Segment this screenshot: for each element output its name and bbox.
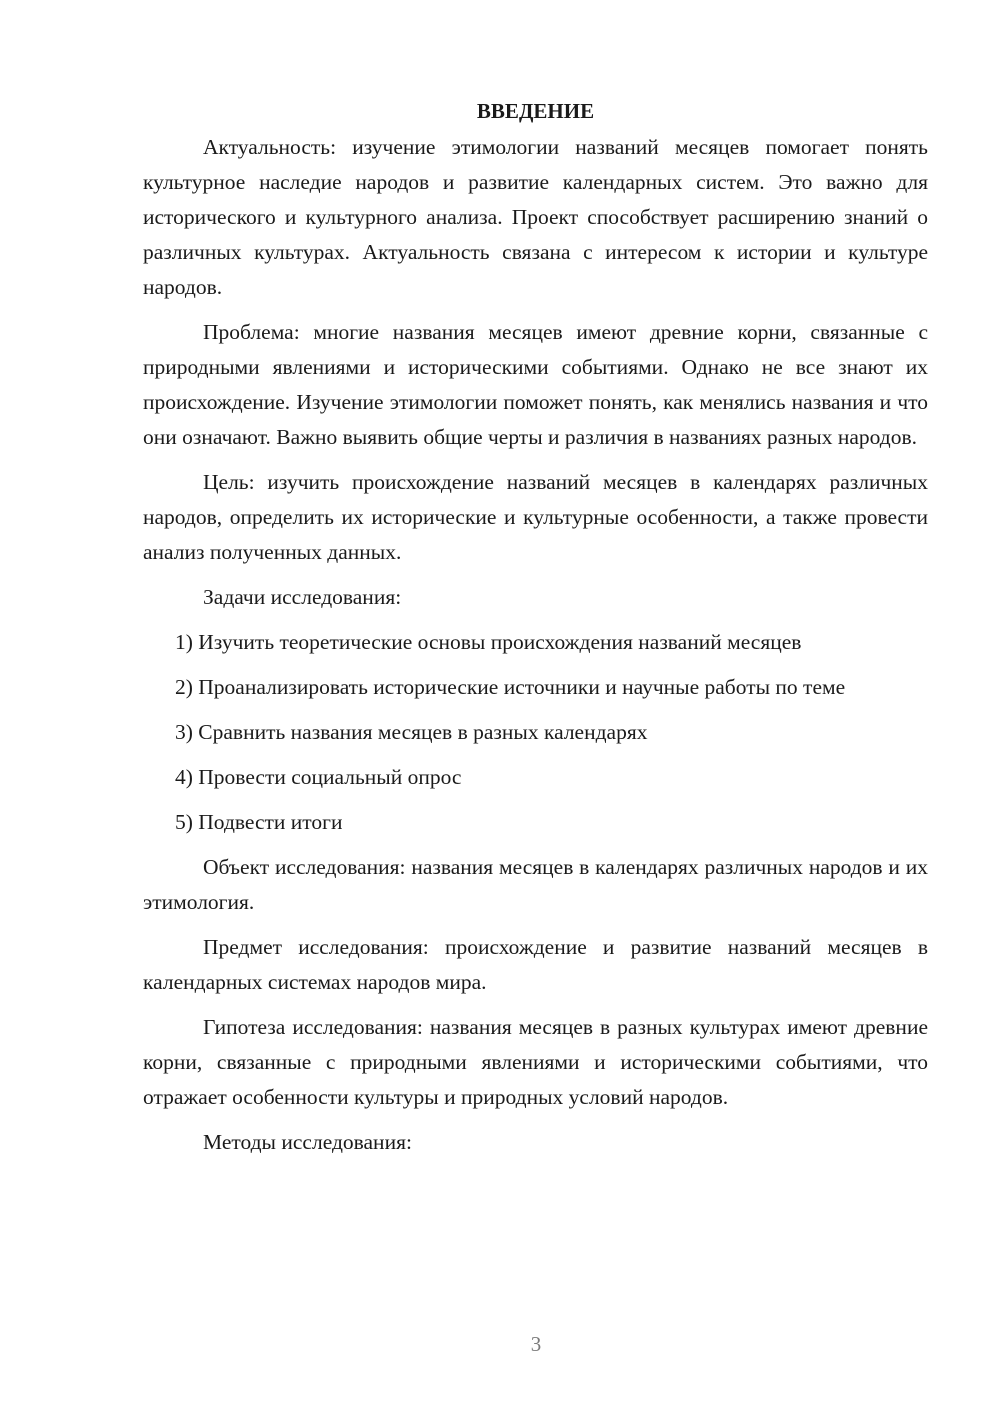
relevance-paragraph: Актуальность: изучение этимологии названий месяцев помогает понять культурное наследие народов и развитие календарных систем. Это важно для исторического и культурного анализа. Проект способствует расширению знаний о различных культурах. Актуальность связана с интересом к истории и культуре народов.: [143, 135, 928, 299]
task-item-2: 2) Проанализировать исторические источники и научные работы по теме: [175, 675, 846, 699]
task-item-5: 5) Подвести итоги: [175, 810, 343, 834]
page-content: [143, 95, 928, 1170]
object-paragraph: Объект исследования: названия месяцев в календарях различных народов и их этимология.: [143, 855, 928, 914]
subject-paragraph: Предмет исследования: происхождение и развитие названий месяцев в календарных системах народов мира.: [143, 935, 928, 994]
goal-paragraph: Цель: изучить происхождение названий месяцев в календарях различных народов, определить их исторические и культурные особенности, а также провести анализ полученных данных.: [143, 470, 928, 564]
problem-paragraph: Проблема: многие названия месяцев имеют древние корни, связанные с природными явлениями и историческими событиями. Однако не все знают их происхождение. Изучение этимологии поможет понять, как менялись названия и что они означают. Важно выявить общие черты и различия в названиях разных народов.: [143, 320, 928, 449]
task-item-3: 3) Сравнить названия месяцев в разных календарях: [175, 720, 648, 744]
page-number: 3: [530, 1332, 542, 1356]
section-heading: ВВЕДЕНИЕ: [476, 99, 595, 123]
methods-title: Методы исследования:: [203, 1130, 412, 1154]
task-item-1: 1) Изучить теоретические основы происхождения названий месяцев: [175, 630, 802, 654]
hypothesis-paragraph: Гипотеза исследования: названия месяцев в разных культурах имеют древние корни, связанные с природными явлениями и историческими событиями, что отражает особенности культуры и природных условий народов.: [143, 1015, 928, 1109]
tasks-title: Задачи исследования:: [203, 585, 402, 609]
task-item-4: 4) Провести социальный опрос: [175, 765, 462, 789]
